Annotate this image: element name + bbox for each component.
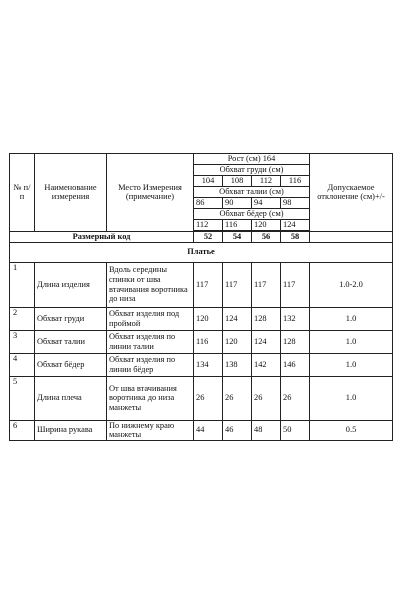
row-measure-name: Обхват талии bbox=[35, 330, 107, 353]
row-measure-name: Ширина рукава bbox=[35, 420, 107, 440]
measurement-row bbox=[10, 262, 393, 307]
size-code-value: 54 bbox=[223, 231, 252, 242]
row-measure-place: Вдоль середины спинки от шва втачивания воротника до низа bbox=[107, 262, 194, 307]
waist-value: 90 bbox=[223, 197, 252, 208]
row-size-value: 120 bbox=[223, 330, 252, 353]
row-size-value: 124 bbox=[252, 330, 281, 353]
header-num bbox=[10, 154, 35, 232]
section-title bbox=[10, 242, 393, 262]
row-size-value: 142 bbox=[252, 353, 281, 376]
row-number: 2 bbox=[10, 307, 35, 330]
row-size-value: 117 bbox=[281, 262, 310, 307]
row-measure-place: Обхват изделия по линии бёдер bbox=[107, 353, 194, 376]
row-size-value: 26 bbox=[252, 376, 281, 420]
hips-value: 112 bbox=[194, 219, 223, 230]
header-name bbox=[35, 154, 107, 232]
section-row bbox=[10, 242, 393, 262]
waist-value: 86 bbox=[194, 197, 223, 208]
size-code-label-text: Размерный код bbox=[72, 231, 131, 241]
waist-value: 98 bbox=[281, 197, 310, 208]
header-hips bbox=[194, 208, 310, 219]
chest-value: 112 bbox=[252, 175, 281, 186]
size-spec-table bbox=[9, 153, 393, 441]
row-tolerance: 0.5 bbox=[310, 420, 393, 440]
row-size-value: 117 bbox=[194, 262, 223, 307]
row-size-value: 46 bbox=[223, 420, 252, 440]
row-tolerance: 1.0 bbox=[310, 307, 393, 330]
row-measure-place: По нижнему краю манжеты bbox=[107, 420, 194, 440]
size-spec-sheet bbox=[9, 153, 392, 441]
row-measure-place: Обхват изделия по линии талии bbox=[107, 330, 194, 353]
measurement-row bbox=[10, 330, 393, 353]
row-number: 4 bbox=[10, 353, 35, 376]
chest-value: 116 bbox=[281, 175, 310, 186]
row-measure-name: Длина изделия bbox=[35, 262, 107, 307]
measurement-row bbox=[10, 420, 393, 440]
row-measure-name: Обхват бёдер bbox=[35, 353, 107, 376]
measurement-row bbox=[10, 307, 393, 330]
waist-value: 94 bbox=[252, 197, 281, 208]
row-size-value: 128 bbox=[252, 307, 281, 330]
row-tolerance: 1.0-2.0 bbox=[310, 262, 393, 307]
header-waist-text: Обхват талии (см) bbox=[219, 186, 284, 196]
row-number: 5 bbox=[10, 376, 35, 420]
header-hips-text: Обхват бёдер (см) bbox=[219, 208, 284, 218]
header-place-text: Место Измерения (примечание) bbox=[118, 182, 182, 202]
row-size-value: 117 bbox=[252, 262, 281, 307]
row-tolerance: 1.0 bbox=[310, 330, 393, 353]
row-measure-place: От шва втачивания воротника до низа манжеты bbox=[107, 376, 194, 420]
row-size-value: 26 bbox=[223, 376, 252, 420]
header-height-text: Рост (см) 164 bbox=[227, 154, 276, 163]
size-code-tolerance-empty bbox=[310, 231, 393, 242]
row-size-value: 128 bbox=[281, 330, 310, 353]
hips-value: 120 bbox=[252, 219, 281, 230]
row-number: 6 bbox=[10, 420, 35, 440]
chest-value: 104 bbox=[194, 175, 223, 186]
header-num-text: № п/п bbox=[13, 182, 31, 202]
row-measure-name: Обхват груди bbox=[35, 307, 107, 330]
header-waist bbox=[194, 186, 310, 197]
hips-value: 116 bbox=[223, 219, 252, 230]
row-size-value: 26 bbox=[194, 376, 223, 420]
row-number: 3 bbox=[10, 330, 35, 353]
row-size-value: 48 bbox=[252, 420, 281, 440]
row-number: 1 bbox=[10, 262, 35, 307]
row-size-value: 120 bbox=[194, 307, 223, 330]
row-tolerance: 1.0 bbox=[310, 353, 393, 376]
measurement-row bbox=[10, 353, 393, 376]
section-title-text: Платье bbox=[187, 247, 215, 257]
row-size-value: 124 bbox=[223, 307, 252, 330]
row-size-value: 116 bbox=[194, 330, 223, 353]
row-size-value: 138 bbox=[223, 353, 252, 376]
header-tolerance bbox=[310, 154, 393, 232]
header-chest bbox=[194, 164, 310, 175]
hips-value: 124 bbox=[281, 219, 310, 230]
row-tolerance: 1.0 bbox=[310, 376, 393, 420]
header-tolerance-text: Допускаемое отклонение (см)+/- bbox=[317, 182, 385, 202]
header-height bbox=[194, 154, 310, 165]
row-size-value: 146 bbox=[281, 353, 310, 376]
row-size-value: 132 bbox=[281, 307, 310, 330]
size-code-value: 52 bbox=[194, 231, 223, 242]
row-size-value: 50 bbox=[281, 420, 310, 440]
row-size-value: 26 bbox=[281, 376, 310, 420]
size-code-row bbox=[10, 231, 393, 242]
measurement-row bbox=[10, 376, 393, 420]
chest-value: 108 bbox=[223, 175, 252, 186]
header-name-text: Наименование измерения bbox=[44, 182, 97, 202]
row-measure-name: Длина плеча bbox=[35, 376, 107, 420]
header-chest-text: Обхват груди (см) bbox=[219, 164, 284, 174]
header-place bbox=[107, 154, 194, 232]
row-size-value: 117 bbox=[223, 262, 252, 307]
size-code-value: 56 bbox=[252, 231, 281, 242]
size-code-value: 58 bbox=[281, 231, 310, 242]
size-code-label bbox=[10, 231, 194, 242]
row-measure-place: Обхват изделия под проймой bbox=[107, 307, 194, 330]
row-size-value: 44 bbox=[194, 420, 223, 440]
row-size-value: 134 bbox=[194, 353, 223, 376]
